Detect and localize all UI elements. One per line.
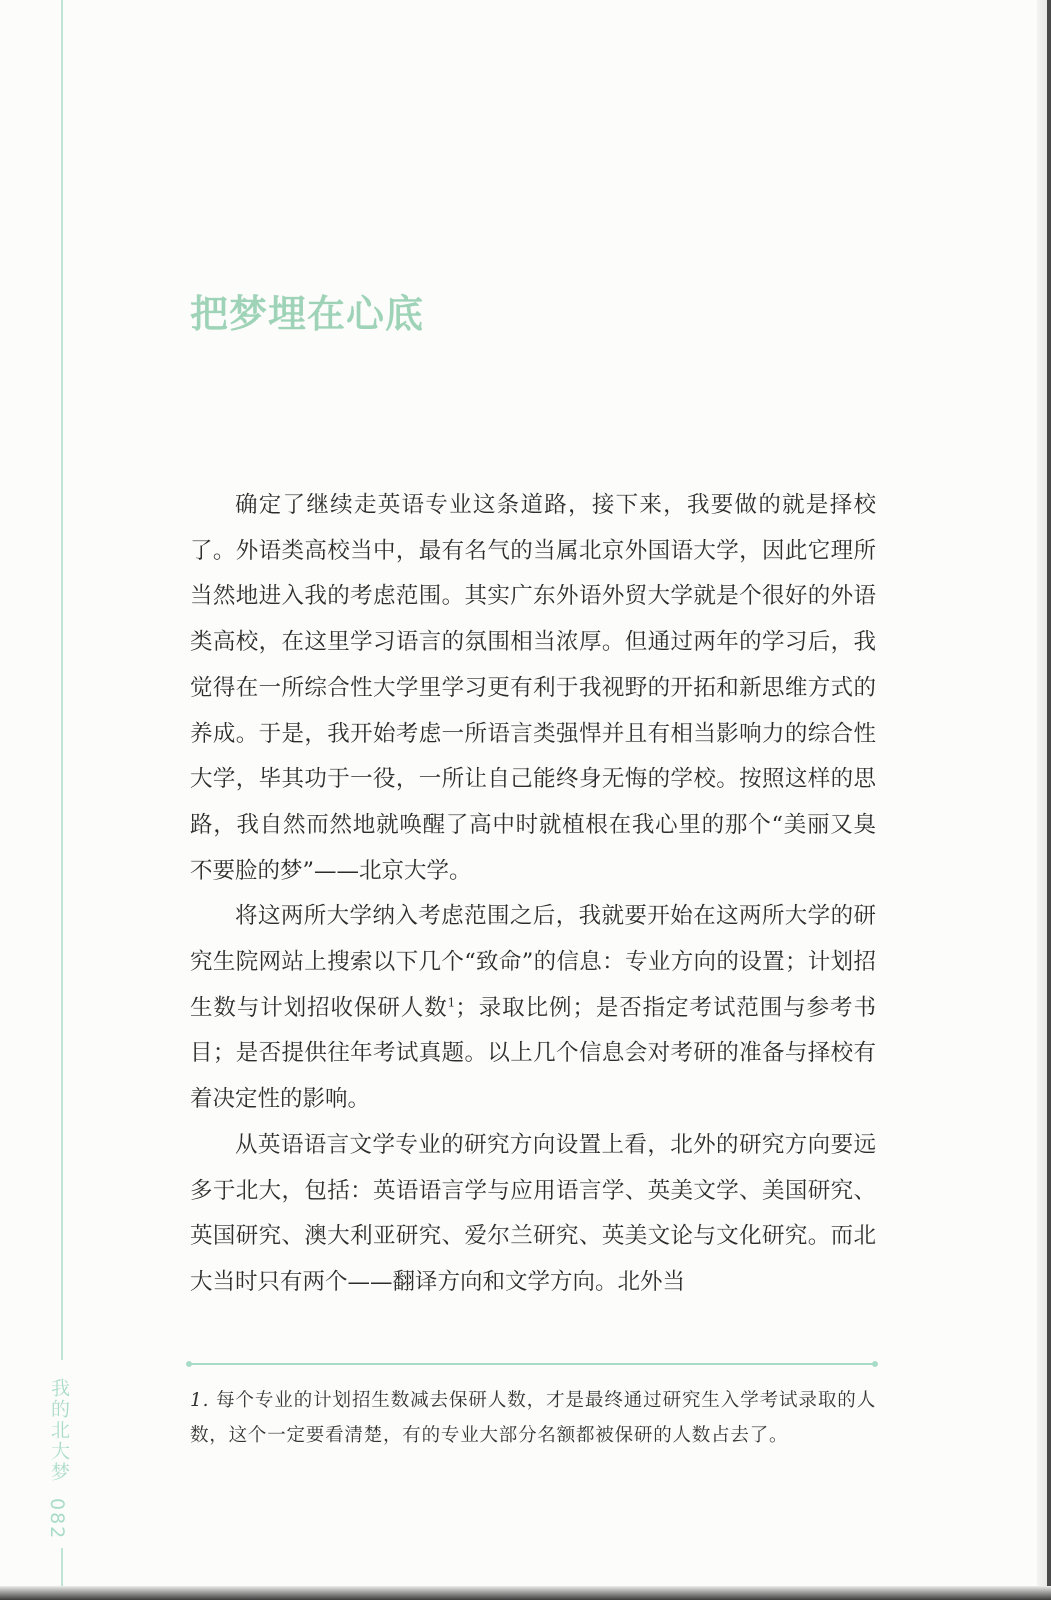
footnote: [190, 1383, 876, 1453]
footnote-number: 1.: [190, 1390, 210, 1411]
scan-edge-right-dark: [1047, 0, 1051, 1600]
divider-dot-left: [186, 1361, 192, 1367]
body-text: [190, 483, 876, 1306]
footnote-text: 每个专业的计划招生数减去保研人数，才是最终通过研究生入学考试录取的人数，这个一定要看清楚，有的专业大部分名额都被保研的人数占去了。: [190, 1390, 876, 1446]
scan-edge-bottom: [0, 1586, 1051, 1600]
chapter-title: 把梦埋在心底: [190, 291, 425, 337]
footnote-reference: 1: [447, 995, 456, 1010]
paragraph-2-before: 将这两所大学纳入考虑范围之后，我就要开始在这两所大学的研究生院网站上搜索以下几个“致命”的信息：专业方向的设置；计划招生数与计划招收保研人数: [190, 903, 876, 1021]
margin-rule-upper: [61, 0, 63, 1360]
footnote-divider: [188, 1363, 876, 1365]
paragraph-2: [190, 894, 876, 1123]
divider-dot-right: [872, 1361, 878, 1367]
margin-rule-lower: [61, 1548, 63, 1586]
paragraph-3: 从英语语言文学专业的研究方向设置上看，北外的研究方向要远多于北大，包括：英语语言学与应用语言学、英美文学、美国研究、英国研究、澳大利亚研究、爱尔兰研究、英美文论与文化研究。而北大当时只有两个——翻译方向和文学方向。北外当: [190, 1131, 876, 1295]
paragraph-2-after: ；录取比例；是否指定考试范围与参考书目；是否提供往年考试真题。以上几个信息会对考研的准备与择校有着决定性的影响。: [190, 994, 876, 1113]
page-number: 082: [46, 1498, 68, 1541]
running-head-book-title: 我的北大梦: [48, 1378, 70, 1483]
paragraph-1: 确定了继续走英语专业这条道路，接下来，我要做的就是择校了。外语类高校当中，最有名气的当属北京外国语大学，因此它理所当然地进入我的考虑范围。其实广东外语外贸大学就是个很好的外语类高校，在这里学习语言的氛围相当浓厚。但通过两年的学习后，我觉得在一所综合性大学里学习更有利于我视野的开拓和新思维方式的养成。于是，我开始考虑一所语言类强悍并且有相当影响力的综合性大学，毕其功于一役，一所让自己能终身无悔的学校。按照这样的思路，我自然而然地就唤醒了高中时就植根在我心里的那个“美丽又臭不要脸的梦”——北京大学。: [190, 492, 876, 884]
